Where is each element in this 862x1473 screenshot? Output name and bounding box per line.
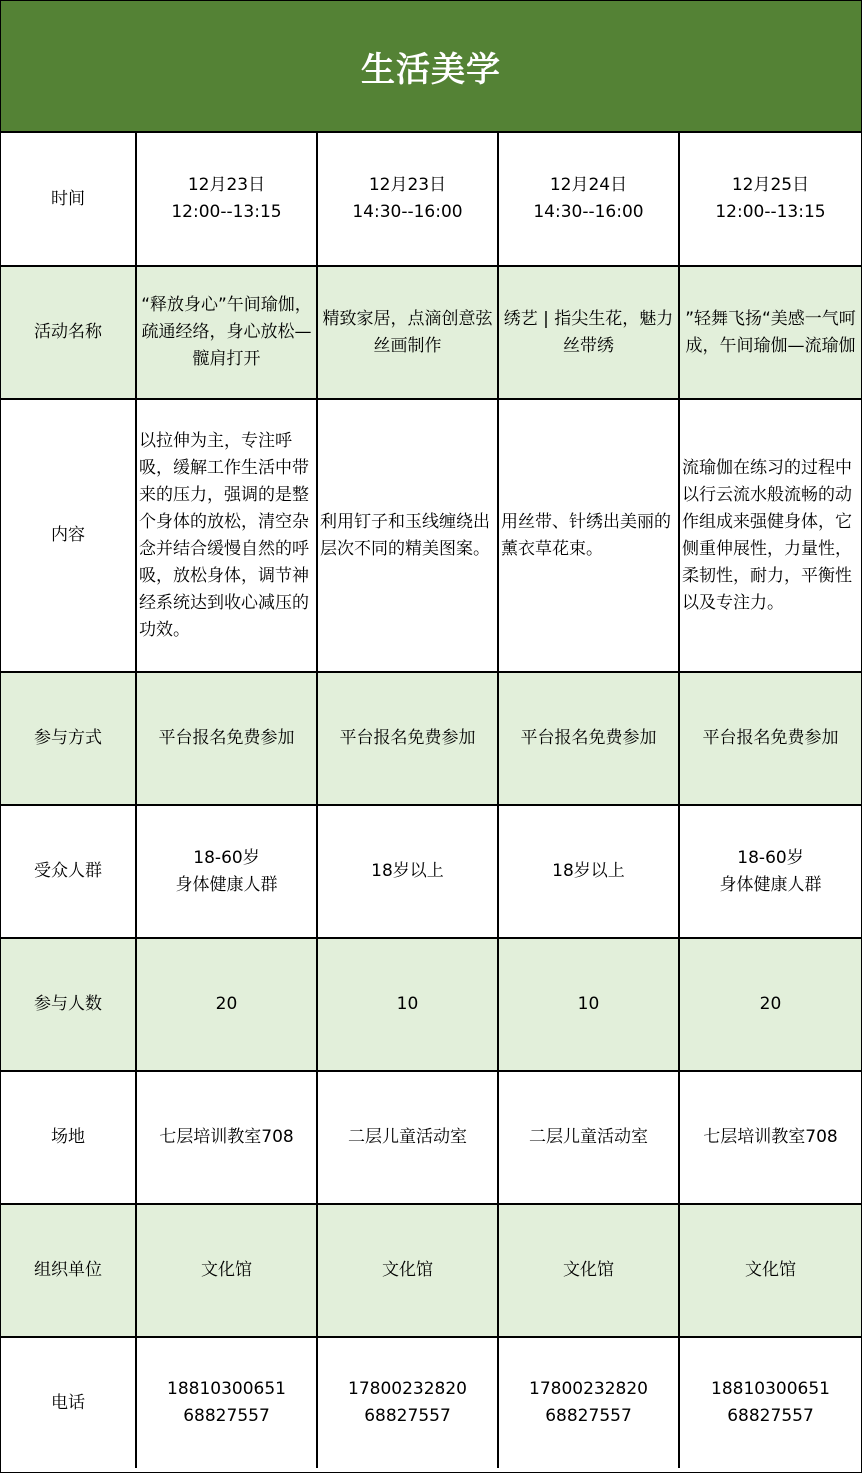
method-cell: 平台报名免费参加 xyxy=(679,672,861,805)
audience-age: 18岁以上 xyxy=(552,861,625,881)
count-cell: 10 xyxy=(498,938,679,1071)
row-time xyxy=(1,133,861,266)
audience-cell xyxy=(679,805,861,938)
time-date: 12月23日 xyxy=(368,175,447,195)
row-label-method: 参与方式 xyxy=(1,672,136,805)
activity-name-cell: “释放身心”午间瑜伽，疏通经络，身心放松—髋肩打开 xyxy=(136,266,317,399)
audience-age: 18-60岁 xyxy=(737,847,804,868)
time-cell xyxy=(317,133,498,266)
audience-cell xyxy=(136,805,317,938)
phone-mobile: 17800232820 xyxy=(529,1379,648,1399)
audience-cell xyxy=(317,805,498,938)
activity-name-cell: 绣艺 | 指尖生花，魅力丝带绣 xyxy=(498,266,679,399)
row-activity xyxy=(1,266,861,399)
row-label-organizer: 组织单位 xyxy=(1,1204,136,1337)
content-cell: 利用钉子和玉线缠绕出层次不同的精美图案。 xyxy=(317,399,498,672)
audience-age: 18-60岁 xyxy=(193,847,260,868)
venue-cell: 二层儿童活动室 xyxy=(317,1071,498,1204)
time-hours: 12:00--13:15 xyxy=(715,202,826,222)
method-cell: 平台报名免费参加 xyxy=(498,672,679,805)
time-cell xyxy=(679,133,861,266)
count-cell: 10 xyxy=(317,938,498,1071)
count-cell: 20 xyxy=(679,938,861,1071)
phone-mobile: 18810300651 xyxy=(711,1379,830,1399)
phone-cell xyxy=(136,1337,317,1468)
row-label-audience: 受众人群 xyxy=(1,805,136,938)
row-content xyxy=(1,399,861,672)
venue-cell: 七层培训教室708 xyxy=(136,1071,317,1204)
organizer-cell: 文化馆 xyxy=(317,1204,498,1337)
row-method xyxy=(1,672,861,805)
time-date: 12月25日 xyxy=(731,175,810,195)
time-hours: 14:30--16:00 xyxy=(352,202,463,222)
method-cell: 平台报名免费参加 xyxy=(317,672,498,805)
phone-landline: 68827557 xyxy=(364,1406,451,1426)
time-hours: 14:30--16:00 xyxy=(533,202,644,222)
activity-name-cell: 精致家居，点滴创意弦丝画制作 xyxy=(317,266,498,399)
row-label-content: 内容 xyxy=(1,399,136,672)
schedule-table xyxy=(1,133,861,1468)
row-label-phone: 电话 xyxy=(1,1337,136,1468)
time-cell xyxy=(498,133,679,266)
row-organizer xyxy=(1,1204,861,1337)
audience-age: 18岁以上 xyxy=(371,861,444,881)
audience-condition: 身体健康人群 xyxy=(175,874,278,895)
phone-mobile: 18810300651 xyxy=(167,1379,286,1399)
content-cell: 用丝带、针绣出美丽的薰衣草花束。 xyxy=(498,399,679,672)
organizer-cell: 文化馆 xyxy=(679,1204,861,1337)
time-hours: 12:00--13:15 xyxy=(171,202,282,222)
row-label-time: 时间 xyxy=(1,133,136,266)
phone-cell xyxy=(317,1337,498,1468)
row-phone xyxy=(1,1337,861,1468)
phone-landline: 68827557 xyxy=(727,1406,814,1426)
page-title: 生活美学 xyxy=(361,49,501,90)
method-cell: 平台报名免费参加 xyxy=(136,672,317,805)
content-cell: 以拉伸为主，专注呼吸，缓解工作生活中带来的压力，强调的是整个身体的放松，清空杂念并结合缓慢自然的呼吸，放松身体，调节神经系统达到收心减压的功效。 xyxy=(136,399,317,672)
row-count xyxy=(1,938,861,1071)
organizer-cell: 文化馆 xyxy=(136,1204,317,1337)
activity-name-cell: ”轻舞飞扬“美感一气呵成，午间瑜伽—流瑜伽 xyxy=(679,266,861,399)
row-venue xyxy=(1,1071,861,1204)
venue-cell: 二层儿童活动室 xyxy=(498,1071,679,1204)
audience-condition: 身体健康人群 xyxy=(719,874,822,895)
phone-cell xyxy=(498,1337,679,1468)
content-cell: 流瑜伽在练习的过程中以行云流水般流畅的动作组成来强健身体，它侧重伸展性，力量性，柔韧性，耐力，平衡性以及专注力。 xyxy=(679,399,861,672)
row-label-venue: 场地 xyxy=(1,1071,136,1204)
time-date: 12月23日 xyxy=(187,175,266,195)
row-audience xyxy=(1,805,861,938)
phone-mobile: 17800232820 xyxy=(348,1379,467,1399)
time-date: 12月24日 xyxy=(549,175,628,195)
title-bar xyxy=(1,1,861,133)
phone-cell xyxy=(679,1337,861,1468)
time-cell xyxy=(136,133,317,266)
row-label-activity: 活动名称 xyxy=(1,266,136,399)
row-label-count: 参与人数 xyxy=(1,938,136,1071)
venue-cell: 七层培训教室708 xyxy=(679,1071,861,1204)
audience-cell xyxy=(498,805,679,938)
organizer-cell: 文化馆 xyxy=(498,1204,679,1337)
count-cell: 20 xyxy=(136,938,317,1071)
phone-landline: 68827557 xyxy=(545,1406,632,1426)
phone-landline: 68827557 xyxy=(183,1406,270,1426)
